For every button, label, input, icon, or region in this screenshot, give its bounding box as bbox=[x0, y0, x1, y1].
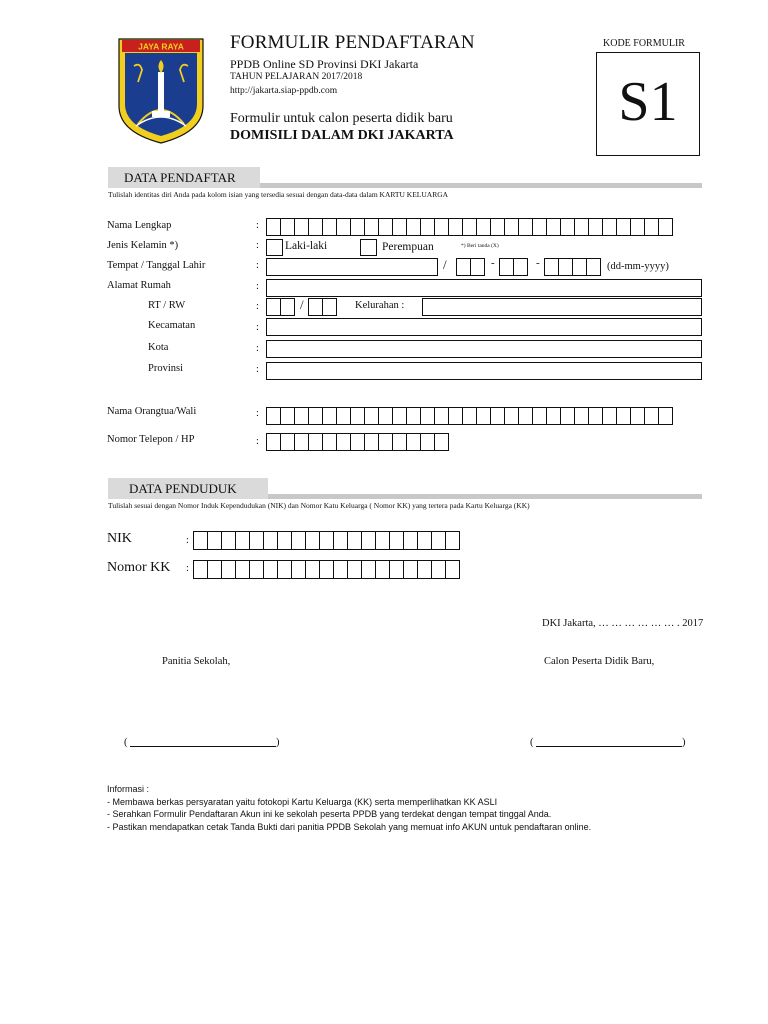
char-cell[interactable] bbox=[263, 560, 278, 579]
char-cell[interactable] bbox=[392, 433, 407, 451]
char-cell[interactable] bbox=[518, 407, 533, 425]
colon: : bbox=[256, 408, 259, 419]
colon: : bbox=[256, 436, 259, 447]
academic-year: TAHUN PELAJARAN 2017/2018 bbox=[230, 72, 363, 82]
colon: : bbox=[256, 240, 259, 251]
char-cell[interactable] bbox=[305, 560, 320, 579]
char-cell[interactable] bbox=[280, 298, 295, 316]
char-cell[interactable] bbox=[434, 218, 449, 236]
char-cell[interactable] bbox=[378, 218, 393, 236]
char-cell[interactable] bbox=[294, 433, 309, 451]
kecamatan-input[interactable] bbox=[266, 318, 702, 336]
char-cell[interactable] bbox=[333, 560, 348, 579]
section-title-data-pendaftar: DATA PENDAFTAR bbox=[108, 167, 260, 188]
char-cell[interactable] bbox=[504, 218, 519, 236]
char-cell[interactable] bbox=[644, 218, 659, 236]
char-cell[interactable] bbox=[532, 218, 547, 236]
char-cell[interactable] bbox=[347, 560, 362, 579]
colon: : bbox=[256, 364, 259, 375]
char-cell[interactable] bbox=[448, 407, 463, 425]
char-cell[interactable] bbox=[658, 218, 673, 236]
char-cell[interactable] bbox=[546, 218, 561, 236]
char-cell[interactable] bbox=[291, 531, 306, 550]
char-cell[interactable] bbox=[544, 258, 559, 276]
dash: - bbox=[536, 257, 540, 269]
char-cell[interactable] bbox=[319, 531, 334, 550]
nik-input[interactable] bbox=[193, 531, 459, 550]
rw-input[interactable] bbox=[308, 298, 336, 316]
website-url: http://jakarta.siap-ppdb.com bbox=[230, 86, 338, 96]
label-provinsi: Provinsi bbox=[148, 363, 184, 374]
kode-formulir-value: S1 bbox=[618, 71, 678, 133]
colon: : bbox=[256, 343, 259, 354]
char-cell[interactable] bbox=[434, 407, 449, 425]
char-cell[interactable] bbox=[572, 258, 587, 276]
perempuan-checkbox[interactable] bbox=[360, 239, 377, 256]
char-cell[interactable] bbox=[266, 298, 281, 316]
char-cell[interactable] bbox=[476, 218, 491, 236]
tanggal-month-input[interactable] bbox=[499, 258, 527, 276]
char-cell[interactable] bbox=[403, 531, 418, 550]
char-cell[interactable] bbox=[294, 407, 309, 425]
char-cell[interactable] bbox=[630, 218, 645, 236]
char-cell[interactable] bbox=[319, 560, 334, 579]
char-cell[interactable] bbox=[560, 407, 575, 425]
char-cell[interactable] bbox=[294, 218, 309, 236]
label-nama-lengkap: Nama Lengkap bbox=[107, 220, 172, 231]
tanggal-day-input[interactable] bbox=[456, 258, 484, 276]
char-cell[interactable] bbox=[431, 560, 446, 579]
char-cell[interactable] bbox=[266, 407, 281, 425]
char-cell[interactable] bbox=[350, 433, 365, 451]
char-cell[interactable] bbox=[588, 407, 603, 425]
char-cell[interactable] bbox=[560, 218, 575, 236]
jaya-raya-emblem bbox=[116, 36, 206, 146]
char-cell[interactable] bbox=[389, 531, 404, 550]
label-jenis-kelamin: Jenis Kelamin *) bbox=[107, 240, 179, 251]
char-cell[interactable] bbox=[266, 218, 281, 236]
char-cell[interactable] bbox=[364, 218, 379, 236]
section-note: Tulislah identitas diri Anda pada kolom isian yang tersedia sesuai dengan data-data dalam KARTU KELUARGA bbox=[108, 190, 449, 199]
char-cell[interactable] bbox=[420, 433, 435, 451]
form-description: Formulir untuk calon peserta didik baru bbox=[230, 111, 453, 126]
char-cell[interactable] bbox=[308, 218, 323, 236]
char-cell[interactable] bbox=[499, 258, 514, 276]
label-nomor-kk: Nomor KK bbox=[107, 560, 171, 575]
char-cell[interactable] bbox=[249, 560, 264, 579]
colon: : bbox=[256, 260, 259, 271]
rt-input[interactable] bbox=[266, 298, 294, 316]
label-kota: Kota bbox=[148, 342, 169, 353]
char-cell[interactable] bbox=[193, 531, 208, 550]
bracket-open: ( bbox=[530, 737, 534, 748]
char-cell[interactable] bbox=[392, 218, 407, 236]
perempuan-label: Perempuan bbox=[382, 241, 434, 253]
colon: : bbox=[256, 301, 259, 312]
char-cell[interactable] bbox=[518, 218, 533, 236]
section-note: Tulislah sesuai dengan Nomor Induk Kependudukan (NIK) dan Nomor Katu Keluarga ( Nomor KK) yang tertera pada Kartu Keluarga (KK) bbox=[108, 501, 530, 510]
char-cell[interactable] bbox=[375, 531, 390, 550]
char-cell[interactable] bbox=[406, 218, 421, 236]
kode-formulir-label: KODE FORMULIR bbox=[603, 38, 685, 49]
char-cell[interactable] bbox=[280, 407, 295, 425]
char-cell[interactable] bbox=[406, 433, 421, 451]
colon: : bbox=[256, 220, 259, 231]
kota-input[interactable] bbox=[266, 340, 702, 358]
char-cell[interactable] bbox=[417, 560, 432, 579]
char-cell[interactable] bbox=[470, 258, 485, 276]
info-item: - Membawa berkas persyaratan yaitu fotokopi Kartu Keluarga (KK) serta memperlihatkan KK ASLI bbox=[107, 796, 498, 807]
char-cell[interactable] bbox=[448, 218, 463, 236]
char-cell[interactable] bbox=[322, 298, 337, 316]
char-cell[interactable] bbox=[207, 531, 222, 550]
nama-orangtua-input[interactable] bbox=[266, 407, 672, 425]
char-cell[interactable] bbox=[280, 218, 295, 236]
laki-laki-checkbox[interactable] bbox=[266, 239, 283, 256]
label-nomor-telepon: Nomor Telepon / HP bbox=[107, 434, 195, 445]
char-cell[interactable] bbox=[291, 560, 306, 579]
char-cell[interactable] bbox=[308, 407, 323, 425]
laki-laki-label: Laki-laki bbox=[285, 240, 328, 252]
label-kelurahan: Kelurahan : bbox=[355, 300, 405, 311]
char-cell[interactable] bbox=[221, 531, 236, 550]
char-cell[interactable] bbox=[456, 258, 471, 276]
char-cell[interactable] bbox=[616, 407, 631, 425]
char-cell[interactable] bbox=[392, 407, 407, 425]
char-cell[interactable] bbox=[336, 407, 351, 425]
char-cell[interactable] bbox=[361, 531, 376, 550]
char-cell[interactable] bbox=[574, 407, 589, 425]
char-cell[interactable] bbox=[431, 531, 446, 550]
char-cell[interactable] bbox=[364, 407, 379, 425]
label-panitia-sekolah: Panitia Sekolah, bbox=[162, 656, 231, 667]
info-title: Informasi : bbox=[107, 784, 150, 794]
char-cell[interactable] bbox=[378, 407, 393, 425]
char-cell[interactable] bbox=[375, 560, 390, 579]
char-cell[interactable] bbox=[364, 433, 379, 451]
char-cell[interactable] bbox=[361, 560, 376, 579]
char-cell[interactable] bbox=[532, 407, 547, 425]
calon-signature-line[interactable] bbox=[536, 736, 682, 747]
char-cell[interactable] bbox=[586, 258, 601, 276]
char-cell[interactable] bbox=[266, 433, 281, 451]
char-cell[interactable] bbox=[417, 531, 432, 550]
char-cell[interactable] bbox=[445, 531, 460, 550]
char-cell[interactable] bbox=[322, 433, 337, 451]
char-cell[interactable] bbox=[420, 407, 435, 425]
section-title-data-penduduk: DATA PENDUDUK bbox=[108, 478, 268, 499]
bracket-open: ( bbox=[124, 737, 128, 748]
char-cell[interactable] bbox=[389, 560, 404, 579]
emblem-text: JAYA RAYA bbox=[138, 41, 184, 52]
char-cell[interactable] bbox=[336, 218, 351, 236]
label-kecamatan: Kecamatan bbox=[148, 320, 196, 331]
date-format-hint: (dd-mm-yyyy) bbox=[607, 261, 669, 272]
label-calon-peserta: Calon Peserta Didik Baru, bbox=[544, 656, 655, 667]
char-cell[interactable] bbox=[445, 560, 460, 579]
char-cell[interactable] bbox=[207, 560, 222, 579]
char-cell[interactable] bbox=[193, 560, 208, 579]
char-cell[interactable] bbox=[513, 258, 528, 276]
colon: : bbox=[186, 563, 189, 574]
char-cell[interactable] bbox=[308, 298, 323, 316]
mark-instruction: *) Beri tanda (X) bbox=[461, 243, 499, 249]
char-cell[interactable] bbox=[350, 407, 365, 425]
char-cell[interactable] bbox=[277, 531, 292, 550]
char-cell[interactable] bbox=[558, 258, 573, 276]
kelurahan-input[interactable] bbox=[422, 298, 702, 316]
char-cell[interactable] bbox=[490, 407, 505, 425]
nama-lengkap-input[interactable] bbox=[266, 218, 672, 236]
char-cell[interactable] bbox=[462, 218, 477, 236]
char-cell[interactable] bbox=[322, 218, 337, 236]
form-subtitle: PPDB Online SD Provinsi DKI Jakarta bbox=[230, 57, 419, 71]
label-nama-orangtua: Nama Orangtua/Wali bbox=[107, 406, 197, 417]
char-cell[interactable] bbox=[574, 218, 589, 236]
char-cell[interactable] bbox=[277, 560, 292, 579]
char-cell[interactable] bbox=[221, 560, 236, 579]
nomor-kk-input[interactable] bbox=[193, 560, 459, 579]
char-cell[interactable] bbox=[333, 531, 348, 550]
char-cell[interactable] bbox=[280, 433, 295, 451]
tempat-lahir-input[interactable] bbox=[266, 258, 438, 276]
char-cell[interactable] bbox=[490, 218, 505, 236]
char-cell[interactable] bbox=[235, 560, 250, 579]
bracket-close: ) bbox=[682, 737, 686, 748]
char-cell[interactable] bbox=[602, 407, 617, 425]
char-cell[interactable] bbox=[308, 433, 323, 451]
form-title: FORMULIR PENDAFTARAN bbox=[230, 32, 475, 53]
provinsi-input[interactable] bbox=[266, 362, 702, 380]
char-cell[interactable] bbox=[263, 531, 278, 550]
nomor-telepon-input[interactable] bbox=[266, 433, 448, 451]
label-nik: NIK bbox=[107, 531, 132, 546]
char-cell[interactable] bbox=[378, 433, 393, 451]
info-item: - Serahkan Formulir Pendaftaran Akun ini ke sekolah peserta PPDB yang terdekat dengan tempat tinggal Anda. bbox=[107, 809, 552, 819]
info-block bbox=[107, 783, 707, 833]
char-cell[interactable] bbox=[476, 407, 491, 425]
char-cell[interactable] bbox=[305, 531, 320, 550]
char-cell[interactable] bbox=[630, 407, 645, 425]
char-cell[interactable] bbox=[644, 407, 659, 425]
tanggal-year-input[interactable] bbox=[544, 258, 600, 276]
label-rt-rw: RT / RW bbox=[148, 300, 186, 311]
char-cell[interactable] bbox=[403, 560, 418, 579]
char-cell[interactable] bbox=[602, 218, 617, 236]
char-cell[interactable] bbox=[406, 407, 421, 425]
label-alamat-rumah: Alamat Rumah bbox=[107, 280, 171, 291]
char-cell[interactable] bbox=[235, 531, 250, 550]
info-item: - Pastikan mendapatkan cetak Tanda Bukti dari panitia PPDB Sekolah yang memuat info AKUN untuk pendaftaran online. bbox=[107, 821, 592, 832]
char-cell[interactable] bbox=[347, 531, 362, 550]
colon: : bbox=[256, 281, 259, 292]
char-cell[interactable] bbox=[249, 531, 264, 550]
slash: / bbox=[300, 297, 304, 312]
dash: - bbox=[491, 257, 495, 269]
char-cell[interactable] bbox=[546, 407, 561, 425]
char-cell[interactable] bbox=[504, 407, 519, 425]
char-cell[interactable] bbox=[322, 407, 337, 425]
bracket-close: ) bbox=[276, 737, 280, 748]
alamat-rumah-input[interactable] bbox=[266, 279, 702, 297]
char-cell[interactable] bbox=[434, 433, 449, 451]
char-cell[interactable] bbox=[336, 433, 351, 451]
char-cell[interactable] bbox=[616, 218, 631, 236]
place-date: DKI Jakarta, … … … … … … . 2017 bbox=[542, 618, 704, 629]
colon: : bbox=[186, 535, 189, 546]
colon: : bbox=[256, 322, 259, 333]
char-cell[interactable] bbox=[420, 218, 435, 236]
char-cell[interactable] bbox=[658, 407, 673, 425]
char-cell[interactable] bbox=[588, 218, 603, 236]
panitia-signature-line[interactable] bbox=[130, 736, 276, 747]
char-cell[interactable] bbox=[462, 407, 477, 425]
domicile-heading: DOMISILI DALAM DKI JAKARTA bbox=[230, 128, 454, 143]
char-cell[interactable] bbox=[350, 218, 365, 236]
label-tempat-tanggal-lahir: Tempat / Tanggal Lahir bbox=[107, 260, 206, 271]
slash: / bbox=[443, 257, 447, 272]
